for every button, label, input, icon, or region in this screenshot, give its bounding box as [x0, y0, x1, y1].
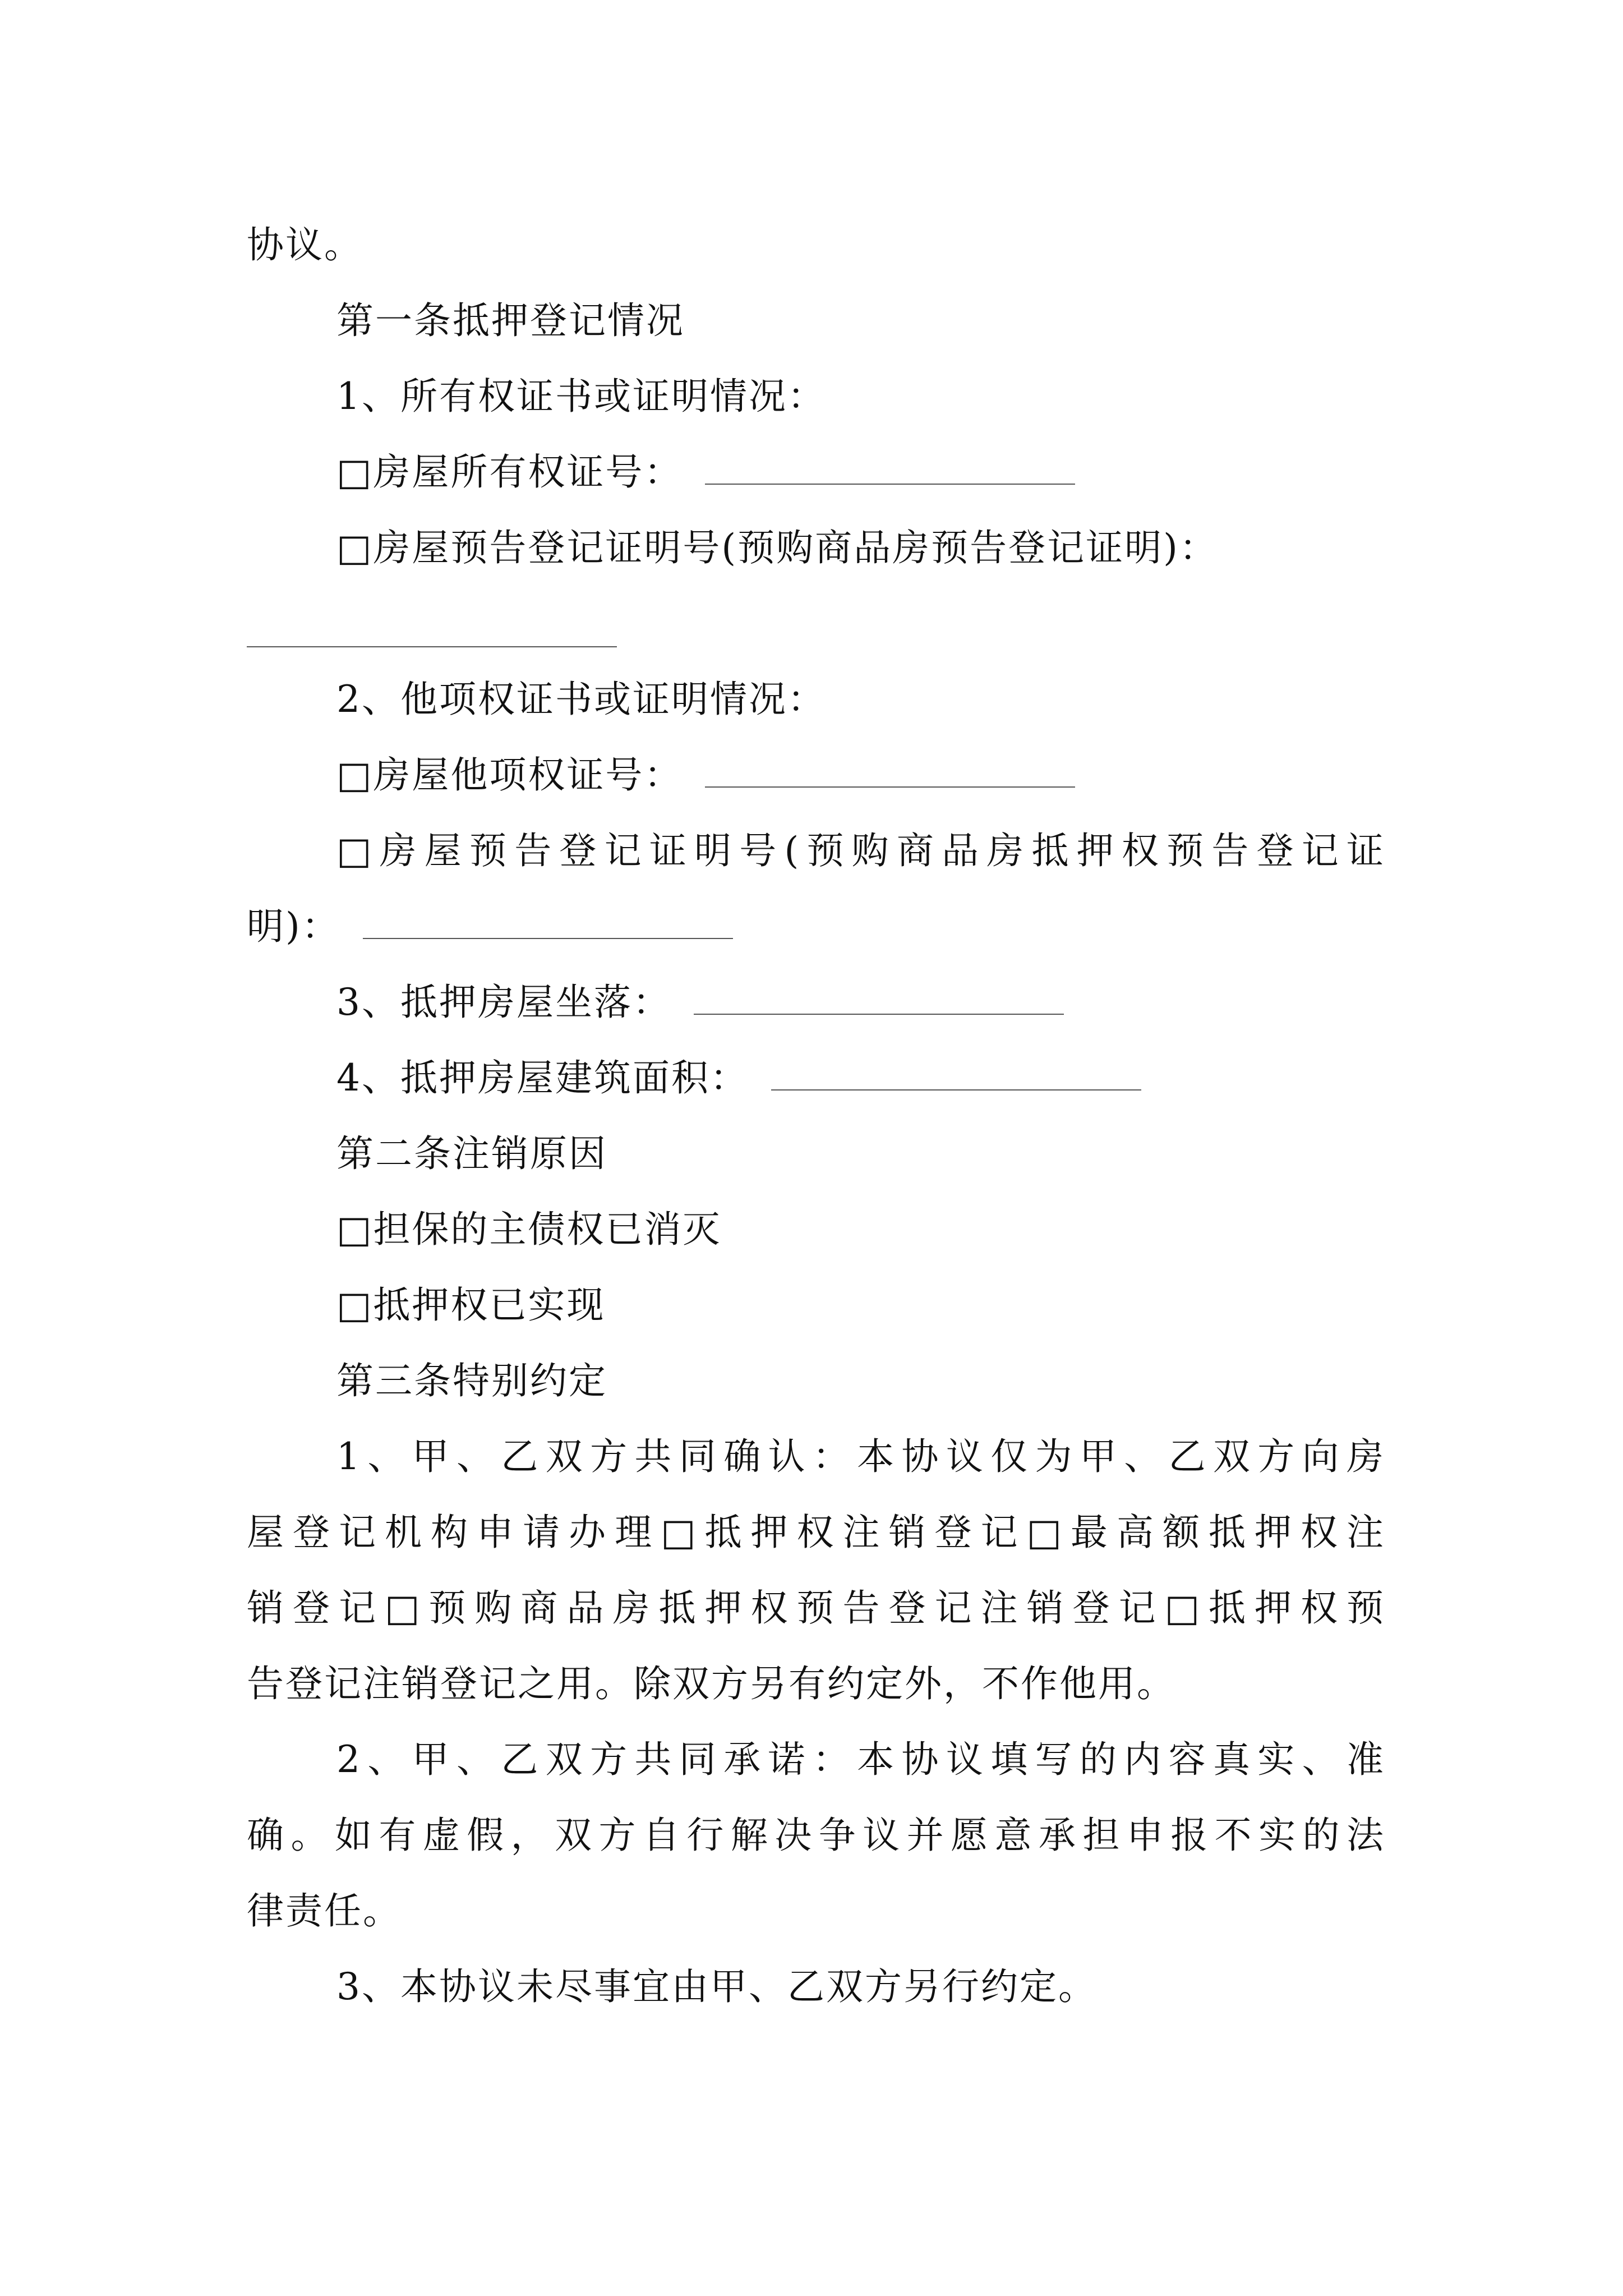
text-line: 3、抵押房屋坐落： — [336, 981, 671, 1024]
special-clause-2-line-1 — [336, 1732, 1385, 1788]
article-three-heading — [336, 1353, 1385, 1409]
presale-cert-number-row — [336, 520, 1385, 576]
text-line: 销登记□预购商品房抵押权预告登记注销登记□抵押权预 — [247, 1586, 1385, 1630]
text-line: 协议。 — [247, 223, 363, 266]
other-rights-cert-number-blank[interactable] — [705, 753, 1075, 788]
special-clause-1-line-4 — [247, 1656, 1385, 1712]
ownership-cert-number-row — [336, 444, 1385, 500]
text-line: 第一条抵押登记情况 — [336, 299, 685, 342]
reason-mortgage-realized — [336, 1277, 1385, 1333]
special-clause-1-line-1 — [336, 1429, 1385, 1485]
text-line: 第三条特别约定 — [336, 1359, 607, 1402]
article-two-heading — [336, 1126, 1385, 1182]
other-rights-cert-number-row — [336, 747, 1385, 803]
paragraph-continuation — [247, 217, 1385, 273]
special-clause-2-line-2 — [247, 1807, 1385, 1864]
text-line: 1、所有权证书或证明情况： — [336, 375, 826, 418]
special-clause-1-line-3 — [247, 1580, 1385, 1636]
text-line: 屋登记机构申请办理□抵押权注销登记□最高额抵押权注 — [247, 1511, 1385, 1554]
special-clause-3 — [336, 1959, 1385, 2015]
text-line: 律责任。 — [247, 1889, 402, 1932]
text-line: □担保的主债权已消灭 — [336, 1208, 722, 1251]
ownership-cert-number-blank[interactable] — [705, 450, 1075, 485]
property-location-blank[interactable] — [694, 980, 1064, 1015]
presale-mortgage-cert-row-cont — [247, 899, 1385, 955]
text-line: 2、甲、乙双方共同承诺：本协议填写的内容真实、准 — [336, 1738, 1385, 1781]
special-clause-2-line-3 — [247, 1883, 1385, 1939]
text-line: 明)： — [247, 905, 340, 948]
article-one-heading — [336, 293, 1385, 349]
text-line: □房屋预告登记证明号(预购商品房预告登记证明)： — [336, 526, 1218, 569]
text-line: 3、本协议未尽事宜由甲、乙双方另行约定。 — [336, 1965, 1097, 2008]
text-line: 告登记注销登记之用。除双方另有约定外，不作他用。 — [247, 1662, 1175, 1705]
text-line: 第二条注销原因 — [336, 1132, 607, 1175]
text-line: 4、抵押房屋建筑面积： — [336, 1056, 749, 1099]
building-area-blank[interactable] — [771, 1056, 1141, 1091]
presale-cert-number-blank[interactable] — [247, 613, 617, 647]
text-line: □房屋预告登记证明号(预购商品房抵押权预告登记证 — [336, 829, 1385, 872]
text-line: □抵押权已实现 — [336, 1283, 606, 1327]
text-line: 1、甲、乙双方共同确认：本协议仅为甲、乙双方向房 — [336, 1435, 1385, 1478]
building-area-row — [336, 1050, 1385, 1106]
special-clause-1-line-2 — [247, 1504, 1385, 1561]
text-line: □房屋他项权证号： — [336, 753, 683, 797]
text-line: 确。如有虚假，双方自行解决争议并愿意承担申报不实的法 — [247, 1814, 1385, 1857]
reason-debt-extinguished — [336, 1202, 1385, 1258]
text-line: □房屋所有权证号： — [336, 450, 683, 494]
other-rights-cert-heading — [336, 671, 1385, 728]
presale-mortgage-cert-row — [336, 823, 1385, 879]
property-location-row — [336, 974, 1385, 1030]
presale-mortgage-cert-blank[interactable] — [363, 904, 733, 939]
text-line: 2、他项权证书或证明情况： — [336, 678, 826, 721]
ownership-cert-heading — [336, 369, 1385, 425]
